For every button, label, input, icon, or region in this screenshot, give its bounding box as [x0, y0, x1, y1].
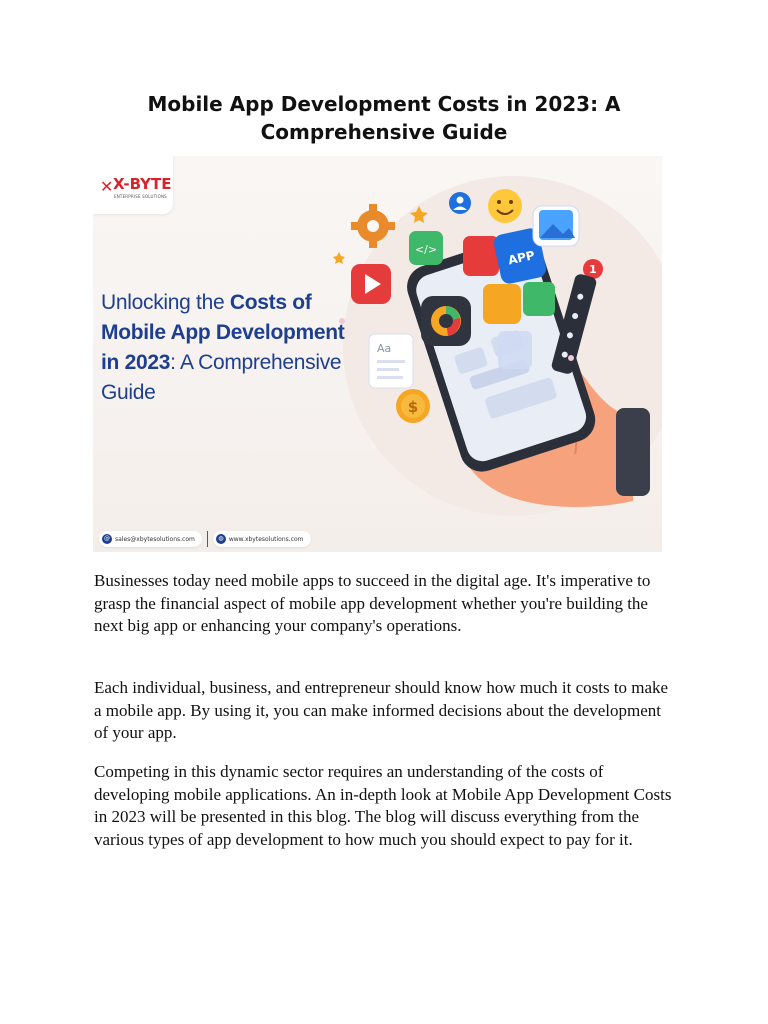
email-icon: @	[104, 535, 110, 542]
paragraph-2: Each individual, business, and entrepreneur should know how much it costs to make a mobile app. By using it, you can make informed decisions about the development of your app.	[94, 678, 669, 742]
paragraph-3: Competing in this dynamic sector requires an understanding of the costs of developing mobile applications. An in-depth look at Mobile App Development Costs in 2023 will be presented in this blog. The blog will discuss everything from the various types of app development to how much you should expect to pay for it.	[94, 762, 672, 849]
email-text: sales@xbytesolutions.com	[115, 535, 195, 543]
divider	[207, 531, 208, 547]
svg-text:1: 1	[589, 263, 597, 276]
app-tile-label: APP	[506, 248, 537, 268]
paragraph-1: Businesses today need mobile apps to succeed in the digital age. It's imperative to grasp the financial aspect of mobile app development whether you're building the next big app or enhancing your company's operations.	[94, 571, 651, 635]
code-tile-label: </>	[414, 243, 438, 256]
user-avatar-icon	[449, 192, 471, 214]
headline-part1: Unlocking the	[101, 291, 230, 314]
chart-badge	[421, 296, 471, 346]
headline-bold: Costs of Mobile App Development in 2023	[101, 291, 345, 374]
watch-band	[616, 408, 650, 496]
logo-mark-icon: ✕	[100, 177, 113, 196]
light-tile	[498, 331, 532, 369]
contact-bar	[99, 528, 311, 550]
brand-logo	[93, 156, 173, 214]
email-contact[interactable]	[99, 531, 202, 547]
document-card	[369, 334, 413, 388]
red-tile	[463, 236, 499, 276]
logo-name: X-BYTE	[113, 175, 172, 193]
banner-headline	[101, 288, 361, 408]
logo-tagline: ENTERPRISE SOLUTIONS	[114, 194, 167, 199]
globe-icon: ◍	[216, 534, 226, 544]
orange-tile	[483, 284, 521, 324]
coin-icon	[396, 389, 430, 423]
hero-banner	[93, 156, 662, 552]
website-contact[interactable]	[213, 531, 311, 547]
smiley-icon	[488, 189, 522, 223]
star-icon	[333, 252, 345, 264]
headline-part2: : A Comprehensive Guide	[101, 351, 342, 404]
page-title: Mobile App Development Costs in 2023: A Comprehensive Guide	[147, 92, 621, 144]
green-tile	[523, 282, 555, 316]
dot-decoration	[568, 355, 574, 361]
svg-text:Aa: Aa	[377, 342, 392, 355]
website-text: www.xbytesolutions.com	[228, 535, 304, 543]
svg-text:$: $	[407, 398, 419, 416]
